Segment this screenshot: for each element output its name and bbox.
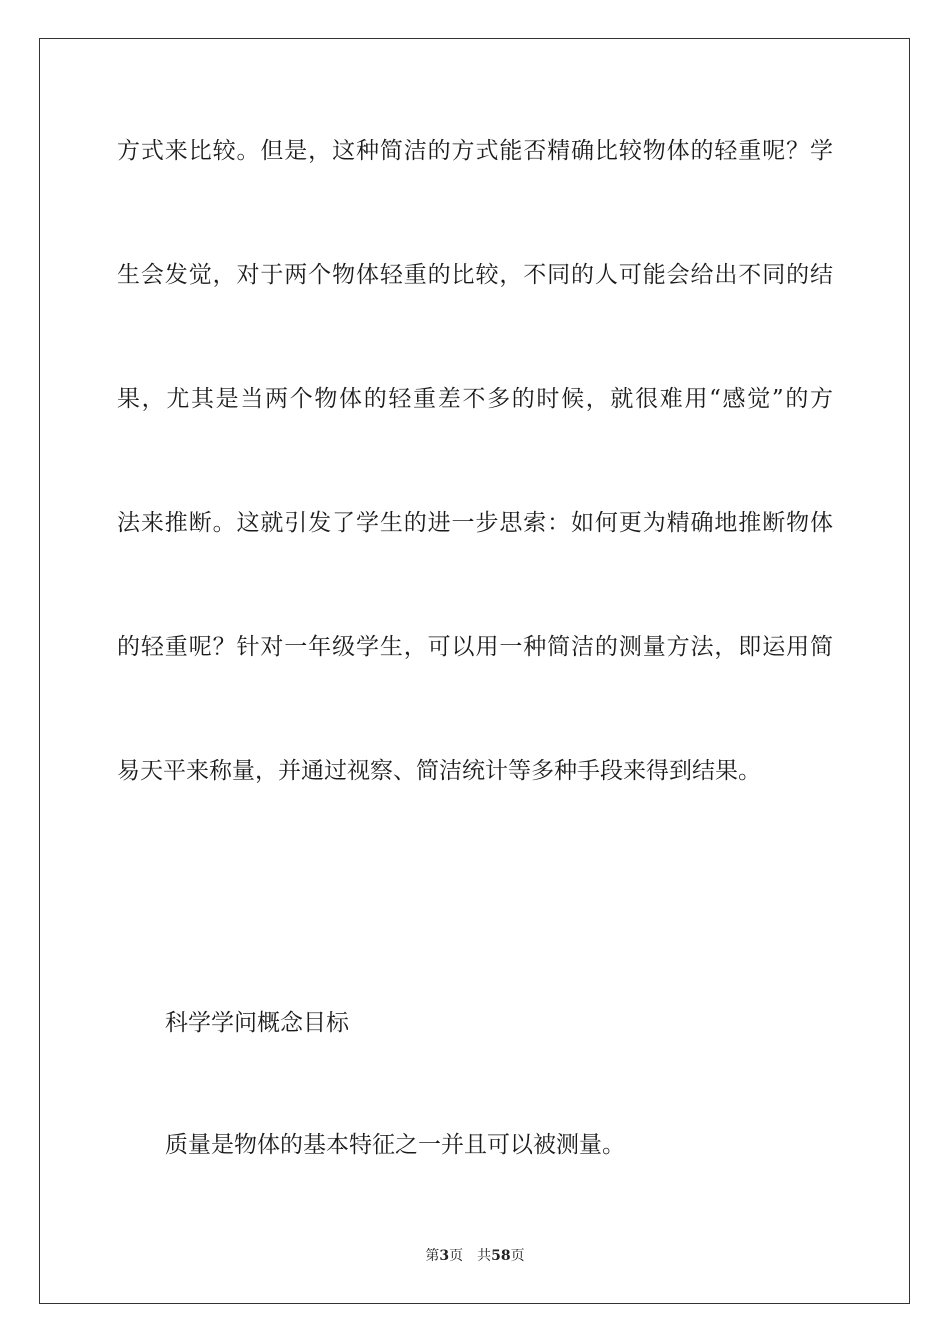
body-line-3: 果，尤其是当两个物体的轻重差不多的时候，就很难用“感觉”的方 bbox=[117, 386, 833, 412]
page-footer bbox=[0, 1247, 950, 1265]
footer-total-pages: 58 bbox=[491, 1248, 511, 1264]
footer-page-suffix: 页 bbox=[449, 1248, 464, 1264]
footer-total-prefix: 共 bbox=[477, 1248, 492, 1264]
footer-page-prefix: 第 bbox=[425, 1248, 440, 1264]
section-heading: 科学学问概念目标 bbox=[165, 1010, 349, 1036]
body-line-2: 生会发觉，对于两个物体轻重的比较，不同的人可能会给出不同的结 bbox=[117, 262, 833, 288]
footer-total-suffix: 页 bbox=[510, 1248, 525, 1264]
body-paragraph: 质量是物体的基本特征之一并且可以被测量。 bbox=[165, 1132, 625, 1158]
footer-page-number: 3 bbox=[439, 1248, 450, 1264]
body-line-4: 法来推断。这就引发了学生的进一步思索：如何更为精确地推断物体 bbox=[117, 510, 833, 536]
body-line-1: 方式来比较。但是，这种简洁的方式能否精确比较物体的轻重呢？学 bbox=[117, 138, 833, 164]
body-line-6: 易天平来称量，并通过视察、简洁统计等多种手段来得到结果。 bbox=[117, 758, 761, 784]
body-line-5: 的轻重呢？针对一年级学生，可以用一种简洁的测量方法，即运用简 bbox=[117, 634, 833, 660]
page-border bbox=[39, 38, 910, 1304]
